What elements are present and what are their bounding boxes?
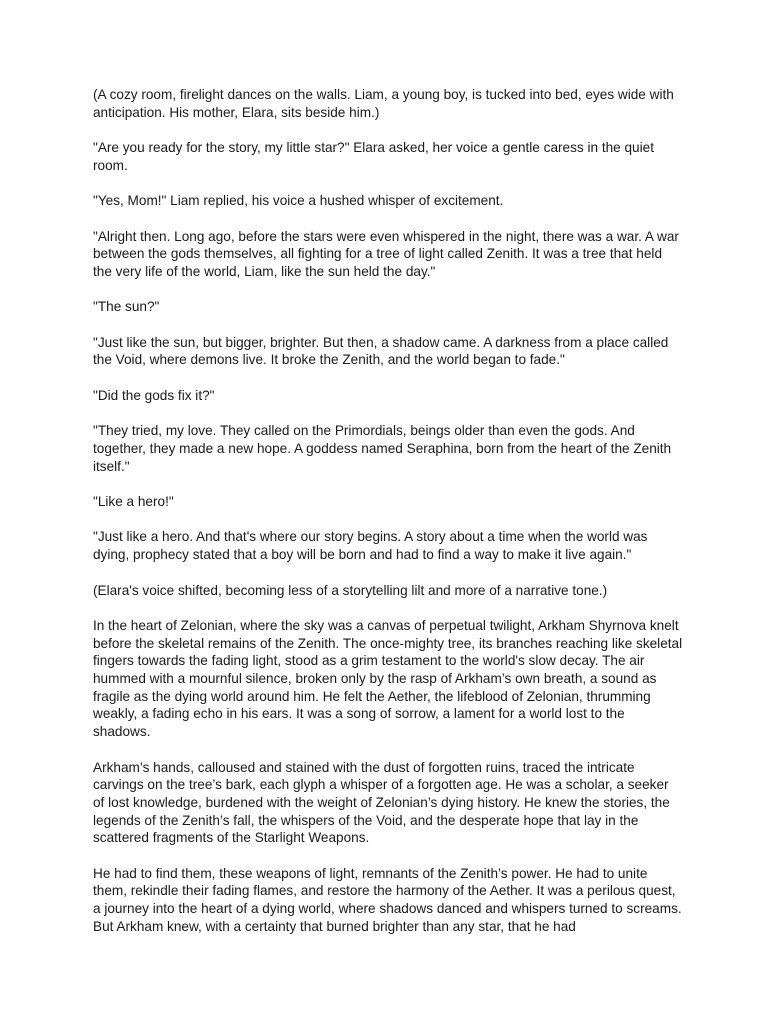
paragraph: He had to find them, these weapons of light, remnants of the Zenith’s power. He had to unite them, rekindle their fading flames, and restore the harmony of the Aether. It was a perilous quest, a journey into the heart of a dying world, where shadows danced and whispers turned to screams. But Arkham knew, with a certainty that burned brighter than any star, that he had xyxy=(93,865,682,934)
paragraph: "They tried, my love. They called on the Primordials, beings older than even the gods. And together, they made a new hope. A goddess named Seraphina, born from the heart of the Zenith itself." xyxy=(93,423,672,474)
paragraph: "Like a hero!" xyxy=(93,494,174,510)
paragraph: "Alright then. Long ago, before the stars were even whispered in the night, there was a war. A war between the gods themselves, all fighting for a tree of light called Zenith. It was a tree that held the very life of the world, Liam, like the sun held the day." xyxy=(93,228,679,279)
paragraph: (A cozy room, firelight dances on the walls. Liam, a young boy, is tucked into bed, eyes wide with anticipation. His mother, Elara, sits beside him.) xyxy=(93,87,674,120)
paragraph: Arkham’s hands, calloused and stained with the dust of forgotten ruins, traced the intricate carvings on the tree’s bark, each glyph a whisper of a forgotten age. He was a scholar, a seeker of lost knowledge, burdened with the weight of Zelonian’s dying history. He knew the stories, the legends of the Zenith’s fall, the whispers of the Void, and the desperate hope that lay in the scattered fragments of the Starlight Weapons. xyxy=(93,759,670,846)
paragraph: "Did the gods fix it?" xyxy=(93,387,215,403)
paragraph: In the heart of Zelonian, where the sky was a canvas of perpetual twilight, Arkham Shyrnova knelt before the skeletal remains of the Zenith. The once-mighty tree, its branches reaching like skeletal fingers towards the fading light, stood as a grim testament to the world's slow decay. The air hummed with a mournful silence, broken only by the rasp of Arkham’s own breath, a sound as fragile as the dying world around him. He felt the Aether, the lifeblood of Zelonian, thrumming weakly, a fading echo in his ears. It was a song of sorrow, a lament for a world lost to the shadows. xyxy=(93,617,683,740)
paragraph: "Just like a hero. And that's where our story begins. A story about a time when the world was dying, prophecy stated that a boy will be born and had to find a way to make it live again." xyxy=(93,529,648,563)
paragraph: "Just like the sun, but bigger, brighter. But then, a shadow came. A darkness from a place called the Void, where demons live. It broke the Zenith, and the world began to fade." xyxy=(93,334,669,368)
paragraph: "Yes, Mom!" Liam replied, his voice a hushed whisper of excitement. xyxy=(93,193,504,209)
paragraph: (Elara's voice shifted, becoming less of a storytelling lilt and more of a narrative tone.) xyxy=(93,582,608,598)
document-page xyxy=(93,86,683,953)
paragraph: "Are you ready for the story, my little star?" Elara asked, her voice a gentle caress in the quiet room. xyxy=(93,140,654,173)
paragraph: "The sun?" xyxy=(93,299,160,315)
